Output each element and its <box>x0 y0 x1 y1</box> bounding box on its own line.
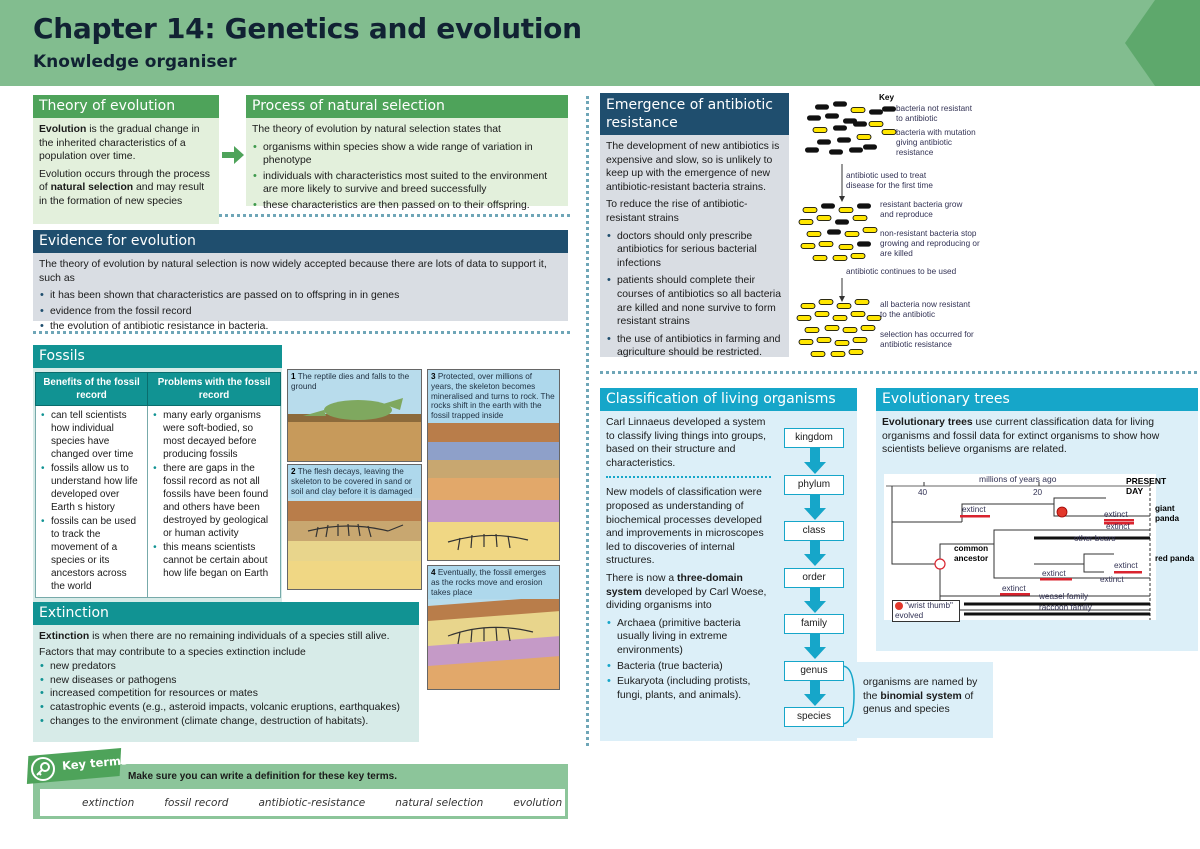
antibiotic-reduce: To reduce the rise of antibiotic-resistant strains <box>606 199 748 224</box>
evidence-intro: The theory of evolution by natural selection is now widely accepted because there are lots of data to support it, such as <box>39 259 547 284</box>
giant-panda-label: giant panda <box>1155 504 1180 523</box>
step-first-use: antibiotic used to treat disease for the first time <box>846 171 933 190</box>
wrist-thumb-label: "wrist thumb" evolved <box>892 600 960 622</box>
key-terms-list <box>40 789 565 816</box>
benefit-item: • fossils allow us to understand how life developed over Earth s history <box>40 462 143 514</box>
fossils-table <box>35 372 281 598</box>
key-term: fossil record <box>164 796 229 809</box>
list-item: • organisms within species show a wide range of variation in phenotype <box>252 141 562 168</box>
benefit-item: • fossils can be used to track the movement of a species or its ancestors across the world <box>40 515 143 593</box>
divider <box>600 371 1197 374</box>
rank-genus: genus <box>784 661 844 681</box>
fossil-step-2-panel: 2 The flesh decays, leaving the skeleton to be covered in sand or soil and clay before it is damaged <box>287 464 422 590</box>
evidence-title: Evidence for evolution <box>33 230 568 253</box>
list-item: • doctors should only prescribe antibiotics for serious bacterial infections <box>606 230 783 271</box>
list-item: • it has been shown that characteristics are passed on to offspring in in genes <box>39 289 562 303</box>
fossil-step-3-panel: 3 Protected, over millions of years, the skeleton becomes mineralised and turns to rock. The rocks shift in the earth with the fossil trapped inside <box>427 369 560 561</box>
list-item: • individuals with characteristics most suited to the environment are more likely to survive and breed successfully <box>252 170 562 197</box>
trees-text: Evolutionary trees use current classification data for living organisms and fossil data for extinct organisms to show how scientists believe organisms are related. <box>882 417 1160 456</box>
step-continue: antibiotic continues to be used <box>846 267 957 276</box>
page-title: Chapter 14: Genetics and evolution <box>33 12 582 45</box>
theory-title: Theory of evolution <box>33 95 219 118</box>
key-term: evolution <box>513 796 563 809</box>
list-item: • Bacteria (true bacteria) <box>606 660 771 674</box>
tick-20: 20 <box>1033 488 1043 497</box>
binomial-text: organisms are named by the binomial system of genus and species <box>863 677 978 716</box>
extinct-label: extinct <box>1042 569 1066 578</box>
divider-vertical <box>586 96 589 746</box>
key-term: extinction <box>82 796 135 809</box>
header-banner <box>0 0 1200 86</box>
classification-title: Classification of living organisms <box>600 388 857 411</box>
natural-selection-title: Process of natural selection <box>246 95 568 118</box>
classification-models: New models of classification were proposed as understanding of biochemical processes developed and improvements in microscopes led to discoveries of internal structures. <box>606 487 764 567</box>
antibiotic-title: Emergence of antibiotic resistance <box>600 93 789 135</box>
red-panda-label: red panda <box>1155 554 1195 563</box>
dying-reptile-icon <box>288 370 422 462</box>
benefits-header: Benefits of the fossil record <box>36 373 148 406</box>
binomial-box <box>855 662 993 738</box>
tick-40: 40 <box>918 488 928 497</box>
key-icon <box>31 757 55 781</box>
problem-item: • many early organisms were soft-bodied, so most decayed before producing fossils <box>152 409 276 461</box>
rank-class: class <box>784 521 844 541</box>
fossil-step-1-panel: 1 The reptile dies and falls to the ground <box>287 369 422 462</box>
fossils-section <box>33 345 282 610</box>
extinction-definition: Extinction is when there are no remaining individuals of a species still alive. <box>39 631 390 642</box>
problems-header: Problems with the fossil record <box>148 373 281 406</box>
fossil-step-4-panel: 4 Eventually, the fossil emerges as the rocks move and erosion takes place <box>427 565 560 690</box>
tree-diagram <box>884 474 1167 620</box>
extinct-label: extinct <box>962 505 986 514</box>
list-item: • the use of antibiotics in farming and agriculture should be restricted. <box>606 333 783 360</box>
natural-selection-intro: The theory of evolution by natural selection states that <box>252 124 501 135</box>
theory-definition: Evolution is the gradual change in the inherited characteristics of a population over time. <box>39 124 200 163</box>
note-grow: resistant bacteria grow and reproduce <box>880 200 963 219</box>
key-title: Key <box>879 93 895 102</box>
rank-family: family <box>784 614 844 634</box>
note-selection: selection has occurred for antibiotic resistance <box>880 330 974 349</box>
trees-title: Evolutionary trees <box>876 388 1198 411</box>
antibiotic-intro: The development of new antibiotics is expensive and slow, so is unlikely to keep up with the emergence of new antibiotic-resistant bacteria strains. <box>606 141 780 193</box>
axis-label: millions of years ago <box>979 474 1057 484</box>
benefit-item: • can tell scientists how individual species have changed over time <box>40 409 143 461</box>
list-item: • these characteristics are then passed on to their offspring. <box>252 199 562 213</box>
classification-three-domain: There is now a three-domain system developed by Carl Woese, dividing organisms into <box>606 572 767 612</box>
evidence-section <box>33 230 568 333</box>
list-item: • changes to the environment (climate change, destruction of habitats). <box>39 715 413 729</box>
page-subtitle: Knowledge organiser <box>33 52 237 72</box>
antibiotic-section <box>600 93 789 357</box>
extinction-section <box>33 602 419 742</box>
list-item: • increased competition for resources or mates <box>39 687 413 701</box>
key-terms-instruction: Make sure you can write a definition for these key terms. <box>128 771 397 782</box>
extinction-title: Extinction <box>33 602 419 625</box>
list-item: • new diseases or pathogens <box>39 674 413 688</box>
key-terms-label: Key terms <box>61 753 129 773</box>
note-all-resistant: all bacteria now resistant to the antibiotic <box>880 300 971 319</box>
raccoon-family-label: raccoon family <box>1039 603 1092 612</box>
fossils-title: Fossils <box>33 345 282 368</box>
list-item: • Archaea (primitive bacteria usually living in extreme environments) <box>606 617 771 658</box>
extinction-factors: Factors that may contribute to a species extinction include <box>39 646 306 658</box>
rank-species: species <box>784 707 844 727</box>
list-item: • Eukaryota (including protists, fungi, plants, and animals). <box>606 675 771 702</box>
rank-phylum: phylum <box>784 475 844 495</box>
key-term: natural selection <box>395 796 484 809</box>
natural-selection-section <box>246 95 568 211</box>
problem-item: • this means scientists cannot be certain about how life began on Earth <box>152 541 276 580</box>
present-day-label: PRESENT DAY <box>1126 476 1167 496</box>
key-not-resistant: bacteria not resistant to antibiotic <box>896 104 973 123</box>
extinct-label: extinct <box>1104 510 1128 519</box>
extinct-label: extinct <box>1106 522 1130 531</box>
list-item: • new predators <box>39 660 413 674</box>
common-ancestor-label: common ancestor <box>954 544 989 563</box>
list-item: • evidence from the fossil record <box>39 305 562 319</box>
classification-linnaeus: Carl Linnaeus developed a system to classify living things into groups, based on their structure and characteristics. <box>606 417 766 469</box>
weasel-family-label: weasel family <box>1039 592 1089 601</box>
rank-kingdom: kingdom <box>784 428 844 448</box>
list-item: • patients should complete their courses of antibiotics so all bacteria are killed and none survive to form resistant strains <box>606 274 783 328</box>
theory-section <box>33 95 219 224</box>
list-item: • the evolution of antibiotic resistance in bacteria. <box>39 320 562 334</box>
key-mutation: bacteria with mutation giving antibiotic resistance <box>896 128 976 157</box>
theory-process: Evolution occurs through the process of natural selection and may result in the formation of new species <box>39 168 210 207</box>
list-item: • catastrophic events (e.g., asteroid impacts, volcanic eruptions, earthquakes) <box>39 701 413 715</box>
key-term: antibiotic-resistance <box>258 796 366 809</box>
extinct-label: extinct <box>1002 584 1026 593</box>
extinct-label: extinct <box>1114 561 1138 570</box>
extinct-label: extinct <box>1100 575 1124 584</box>
problem-item: • there are gaps in the fossil record as not all fossils have been found and others have been destroyed by geological or human activity <box>152 462 276 540</box>
rank-order: order <box>784 568 844 588</box>
next-arrow-icon[interactable] <box>1125 0 1200 86</box>
other-bears-label: other bears <box>1074 534 1116 543</box>
right-arrow-icon <box>222 146 244 164</box>
note-stop: non-resistant bacteria stop growing and reproducing or are killed <box>880 229 980 258</box>
